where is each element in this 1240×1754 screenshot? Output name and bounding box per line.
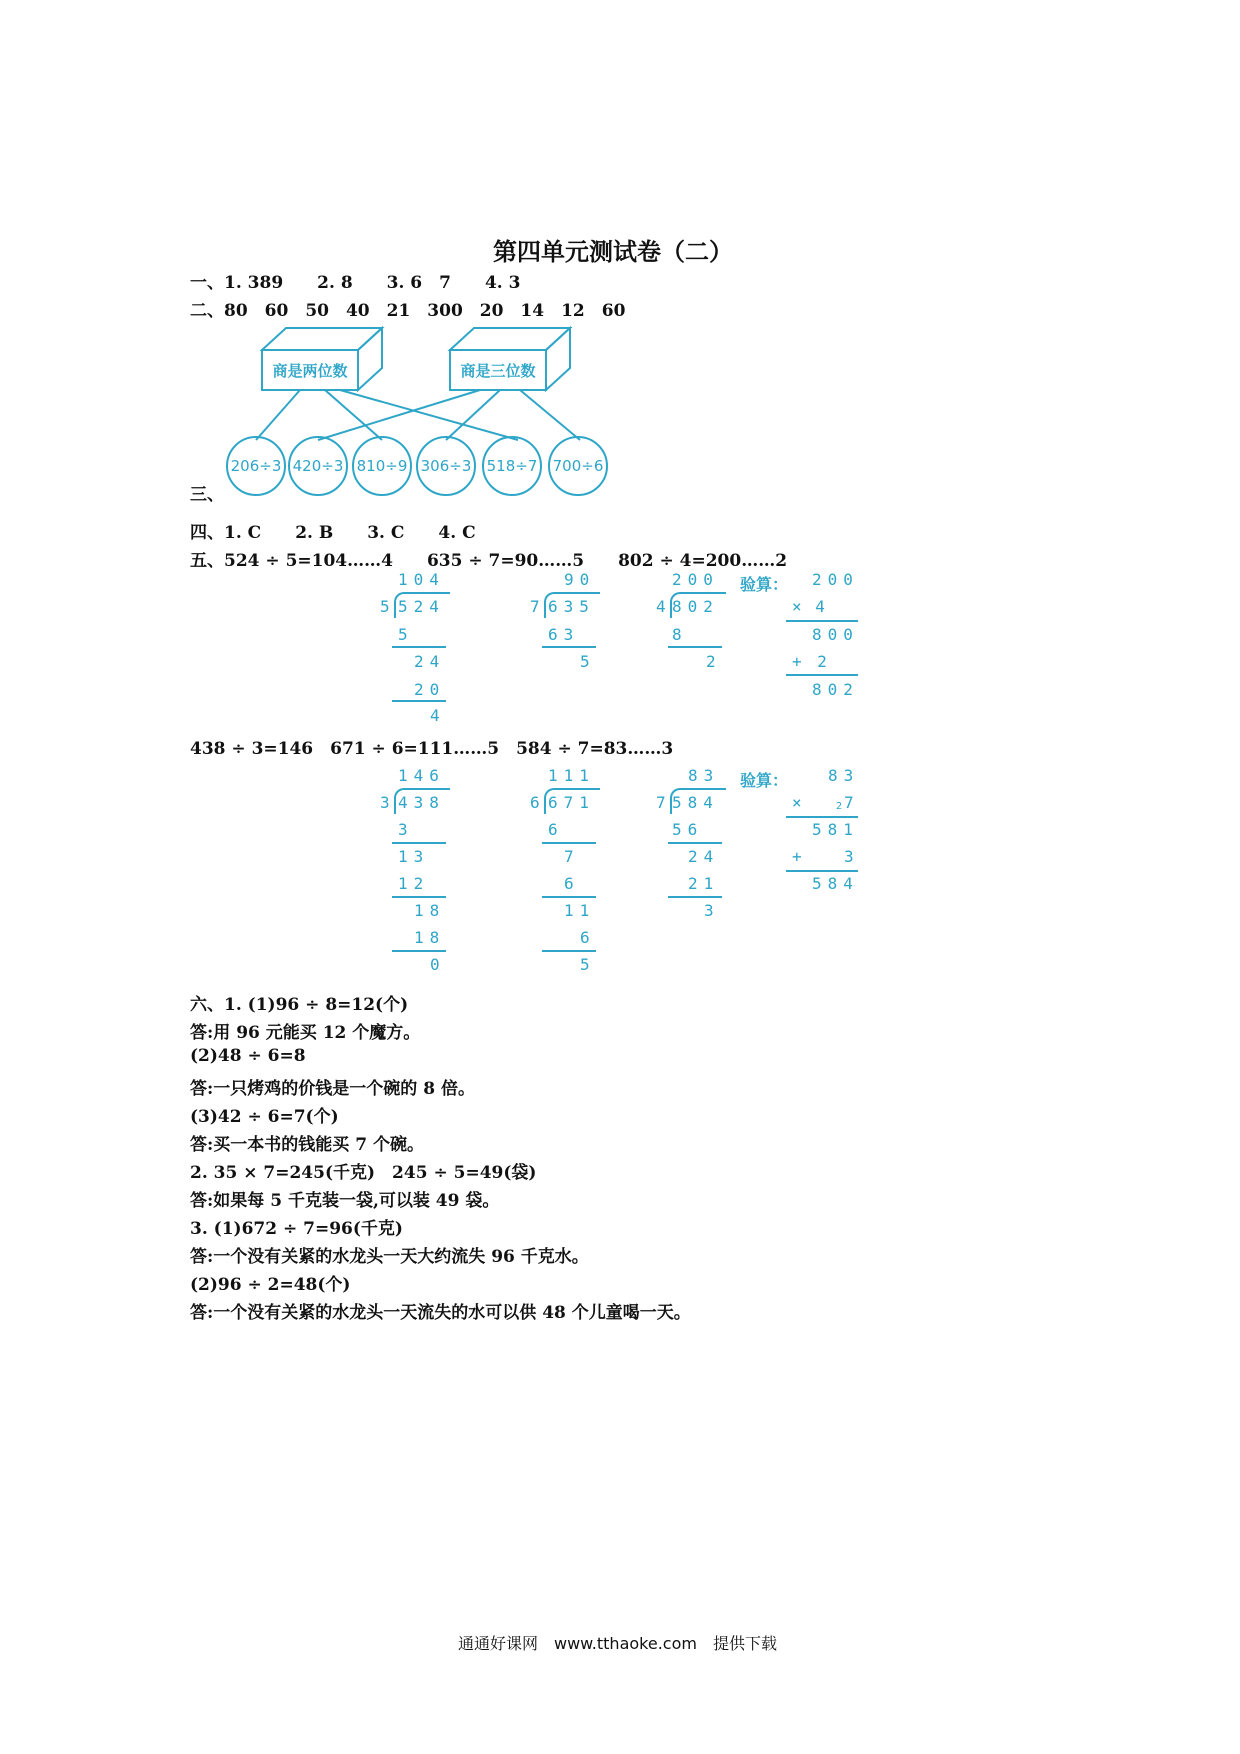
step: 3 <box>398 820 414 839</box>
section-3-label: 三、 <box>190 485 224 505</box>
step: 2 <box>706 652 722 671</box>
divisor: 4 <box>656 597 672 616</box>
divisor: 7 <box>530 597 546 616</box>
quotient: 146 <box>398 766 445 785</box>
section-2-answers: 二、80 60 50 40 21 300 20 14 12 60 <box>190 301 626 321</box>
step: 5 <box>580 652 596 671</box>
answer-line: 六、1. (1)96 ÷ 8=12(个) <box>190 995 409 1015</box>
step: 6 <box>564 874 580 893</box>
step: 18 <box>414 928 446 947</box>
check-value: 800 <box>812 625 859 644</box>
link-line <box>325 390 382 440</box>
answer-line: (2)48 ÷ 6=8 <box>190 1046 306 1066</box>
matching-diagram <box>0 0 1240 520</box>
step: 63 <box>548 625 580 644</box>
quotient: 90 <box>564 570 596 589</box>
check-rule <box>786 674 858 676</box>
answer-line: 答:买一本书的钱能买 7 个碗。 <box>190 1135 424 1155</box>
step-rule <box>542 842 596 844</box>
circle-label: 306÷3 <box>420 457 472 475</box>
check-value: 83 <box>828 766 860 785</box>
check-operator: + 2 <box>792 652 830 671</box>
circle-label: 420÷3 <box>292 457 344 475</box>
circle-label: 206÷3 <box>230 457 282 475</box>
check-value: 581 <box>812 820 859 839</box>
step: 5 <box>398 625 414 644</box>
step-rule <box>392 646 446 648</box>
box-2-side <box>546 328 570 390</box>
dividend: 802 <box>672 597 719 616</box>
box-1-top <box>262 328 382 350</box>
step: 18 <box>414 901 446 920</box>
step: 8 <box>672 625 688 644</box>
answer-line: 3. (1)672 ÷ 7=96(千克) <box>190 1219 403 1239</box>
box-1-side <box>358 328 382 390</box>
step: 11 <box>564 901 596 920</box>
check-operator: + <box>792 847 808 866</box>
section-4-answers: 四、1. C 2. B 3. C 4. C <box>190 523 476 543</box>
link-line <box>318 390 480 440</box>
check-label: 验算： <box>740 575 789 594</box>
answer-line: 答:一个没有关紧的水龙头一天流失的水可以供 48 个儿童喝一天。 <box>190 1303 691 1323</box>
box-2-label: 商是三位数 <box>460 362 536 380</box>
answer-line: 答:如果每 5 千克装一袋,可以装 49 袋。 <box>190 1191 500 1211</box>
answer-line: 答:用 96 元能买 12 个魔方。 <box>190 1023 421 1043</box>
step-rule <box>542 896 596 898</box>
check-carry: 2 <box>836 801 843 812</box>
check-value: 802 <box>812 680 859 699</box>
check-rule <box>786 620 858 622</box>
dividend: 524 <box>398 597 445 616</box>
step-rule <box>542 950 596 952</box>
divisor: 6 <box>530 793 546 812</box>
page-title: 第四单元测试卷（二） <box>493 237 733 266</box>
answer-line: (3)42 ÷ 6=7(个) <box>190 1107 339 1127</box>
check-operator: × <box>792 793 808 812</box>
dividend: 438 <box>398 793 445 812</box>
quotient: 111 <box>548 766 595 785</box>
step: 6 <box>548 820 564 839</box>
step-rule <box>392 842 446 844</box>
step: 4 <box>430 706 446 725</box>
divisor: 5 <box>380 597 396 616</box>
divisor: 7 <box>656 793 672 812</box>
quotient: 83 <box>688 766 720 785</box>
circle-label: 518÷7 <box>486 457 538 475</box>
check-rule <box>786 870 858 872</box>
dividend: 635 <box>548 597 595 616</box>
section-5-line-2: 438 ÷ 3=146 671 ÷ 6=111……5 584 ÷ 7=83……3 <box>190 739 674 759</box>
check-value: 200 <box>812 570 859 589</box>
section-5-line-1: 五、524 ÷ 5=104……4 635 ÷ 7=90……5 802 ÷ 4=200……2 <box>190 551 788 571</box>
answer-line: 答:一只烤鸡的价钱是一个碗的 8 倍。 <box>190 1079 475 1099</box>
link-line <box>256 390 300 440</box>
step: 56 <box>672 820 704 839</box>
step: 24 <box>688 847 720 866</box>
step-rule <box>542 646 596 648</box>
step: 5 <box>580 955 596 974</box>
quotient: 200 <box>672 570 719 589</box>
answer-line: (2)96 ÷ 2=48(个) <box>190 1275 351 1295</box>
check-rule <box>786 816 858 818</box>
check-value: 584 <box>812 874 859 893</box>
step-rule <box>392 950 446 952</box>
step: 20 <box>414 680 446 699</box>
step: 12 <box>398 874 430 893</box>
section-1-answers: 一、1. 389 2. 8 3. 6 7 4. 3 <box>190 273 521 293</box>
box-1-label: 商是两位数 <box>272 362 348 380</box>
step: 7 <box>564 847 580 866</box>
step-rule <box>668 896 722 898</box>
dividend: 584 <box>672 793 719 812</box>
step: 13 <box>398 847 430 866</box>
step: 3 <box>704 901 720 920</box>
step: 24 <box>414 652 446 671</box>
step-rule <box>392 700 446 702</box>
link-line <box>520 390 580 440</box>
step-rule <box>392 896 446 898</box>
page-footer: 通通好课网 www.tthaoke.com 提供下载 <box>458 1634 777 1653</box>
check-label: 验算： <box>740 771 789 790</box>
answer-line: 答:一个没有关紧的水龙头一天大约流失 96 千克水。 <box>190 1247 589 1267</box>
check-value: 3 <box>844 847 860 866</box>
step-rule <box>668 842 722 844</box>
check-operator: × 4 <box>792 597 827 616</box>
step-rule <box>668 646 722 648</box>
check-value: 7 <box>844 793 860 812</box>
box-2-top <box>450 328 570 350</box>
step: 0 <box>430 955 446 974</box>
answer-line: 2. 35 × 7=245(千克) 245 ÷ 5=49(袋) <box>190 1163 537 1183</box>
step: 6 <box>580 928 596 947</box>
quotient: 104 <box>398 570 445 589</box>
divisor: 3 <box>380 793 396 812</box>
circle-label: 700÷6 <box>552 457 604 475</box>
circle-label: 810÷9 <box>356 457 408 475</box>
dividend: 671 <box>548 793 595 812</box>
step: 21 <box>688 874 720 893</box>
